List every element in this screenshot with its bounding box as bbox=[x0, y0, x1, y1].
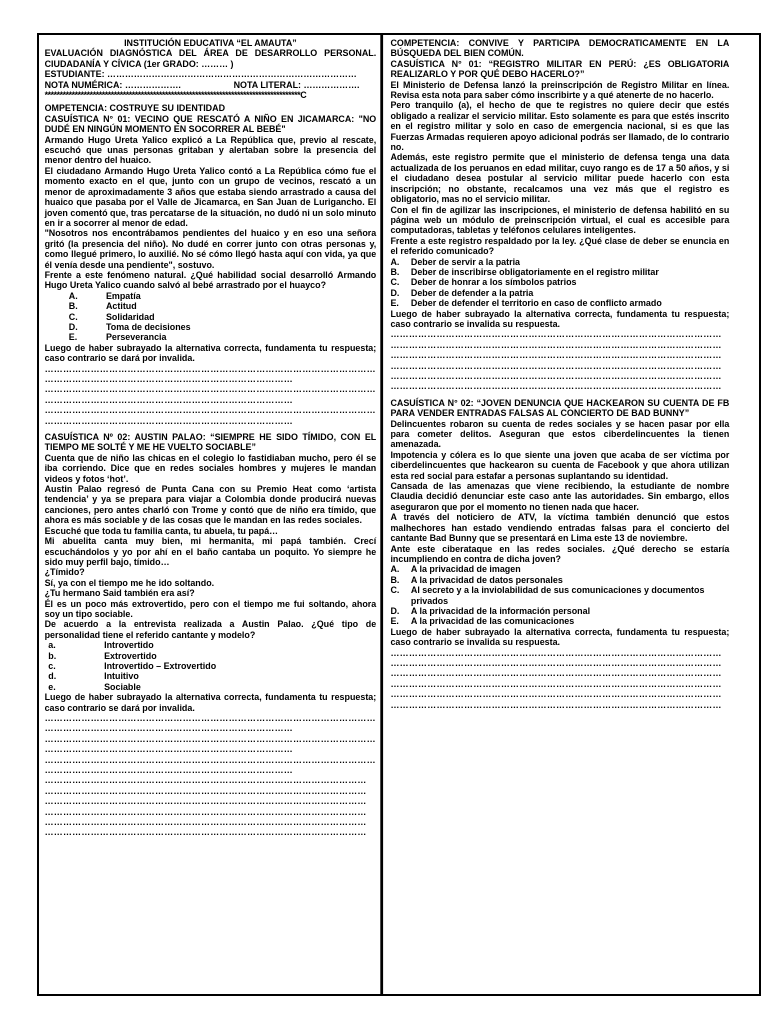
answer-line[interactable]: ……………………………………………………………………………………………… bbox=[390, 382, 722, 393]
student-field[interactable]: ESTUDIANTE: ………………………………………………………………………… bbox=[44, 69, 357, 81]
interview-line: ¿Tímido? bbox=[44, 567, 85, 579]
answer-option[interactable]: c. Introvertido – Extrovertido bbox=[48, 660, 217, 672]
left-case2-question: De acuerdo a la entrevista realizada a Austin Palao. ¿Qué tipo de personalidad tiene el referido cantante y modelo? bbox=[44, 619, 377, 641]
answer-option[interactable]: A. Deber de servir a la patria bbox=[390, 256, 520, 268]
left-case2-paragraph: Cuenta que de niño las chicas en el colegio lo fastidiaban mucho, pero él se iba corriendo. Dice que en redes sociales hombres y mujeres le mandan videos y fotos ‘hot’. bbox=[44, 452, 377, 485]
right-case1-paragraph: Además, este registro permite que el ministerio de defensa tenga una data actualizada de los peruanos en edad militar, cuyo rango es de 17 a 50 años, y si el ciudadano desea postular al servicio militar puede hacerlo con esta inscripción; no obstante, recalcamos una vez más que el registro es obligatorio, mas no el servicio militar. bbox=[390, 152, 729, 206]
answer-line[interactable]: ……………………………………………………………………………………………… bbox=[44, 406, 376, 417]
exam-sheet bbox=[37, 33, 761, 996]
institution-name: INSTITUCIÓN EDUCATIVA “EL AMAUTA” bbox=[124, 38, 297, 49]
interview-line: Él es un poco más extrovertido, pero con el tiempo me fui soltando, ahora soy un tipo sociable. bbox=[44, 598, 377, 620]
answer-line[interactable]: ……………………………………………………………………………………………… bbox=[390, 648, 722, 659]
answer-line[interactable]: …………………………………………………………………………………………… bbox=[44, 807, 367, 818]
answer-option[interactable]: d. Intuitivo bbox=[48, 671, 139, 683]
answer-line[interactable]: ……………………………………………………………………………………………… bbox=[390, 330, 722, 341]
answer-line[interactable]: …………………………………………………………………………………………… bbox=[44, 786, 367, 797]
answer-line[interactable]: ……………………………………………………………………………………………… bbox=[44, 734, 376, 745]
right-case1-paragraph: Pero tranquilo (a), el hecho de que te registres no quiere decir que estés obligado a realizar el servicio militar. Esto solamente es para que estés inscrito en el registro militar y solo en caso de emergencia nacional, si es que las Fuerzas Armadas requieren apoyo adicional podrás ser llamado, de lo contrario no. bbox=[390, 100, 729, 154]
answer-line[interactable]: ……………………………………………………………………………………………… bbox=[390, 669, 722, 680]
right-case2-paragraph: Cansada de las amenazas que viene recibiendo, la estudiante de nombre Claudia decidió denunciar este caso ante las autoridades. Sin embargo, ellos aseguraron que por el momento no tienen nada que hacer. bbox=[390, 481, 729, 513]
left-case2-instruction: Luego de haber subrayado la alternativa correcta, fundamenta tu respuesta; caso contrario se dará por invalida. bbox=[44, 692, 377, 714]
right-column bbox=[383, 35, 733, 994]
left-case1-paragraph: "Nosotros nos encontrábamos pendientes del huaico y en eso una señora gritó (la presencia del niño). No dudé en correr junto con otras personas y, como llegué primero, lo auxilié. No sé cómo llegó hasta aquí con vida, ya que él venía desde una pendiente", sostuvo. bbox=[44, 228, 377, 271]
grade-literal-field[interactable]: NOTA LITERAL: ………………. bbox=[233, 79, 360, 91]
evaluation-title: EVALUACIÓN DIAGNÓSTICA DEL ÁREA DE DESARROLLO PERSONAL. CIUDADANÍA Y CÍVICA (1er GRADO: ……… ) bbox=[44, 48, 377, 70]
answer-option[interactable]: a. Introvertido bbox=[48, 640, 154, 652]
answer-line[interactable]: ……………………………………………………………………………………………… bbox=[390, 372, 722, 382]
answer-line[interactable]: …………………………………………………………………………………………… bbox=[44, 797, 367, 808]
answer-option[interactable]: C. Deber de honrar a los símbolos patrios bbox=[390, 277, 577, 289]
answer-option[interactable]: b. Extrovertido bbox=[48, 650, 157, 662]
right-case2-instruction: Luego de haber subrayado la alternativa correcta, fundamenta tu respuesta; caso contrario se invalida su respuesta. bbox=[390, 626, 729, 649]
grade-numeric-field[interactable]: NOTA NUMÉRICA: ………………. bbox=[44, 79, 181, 91]
answer-line[interactable]: ……………………………………………………………………………………………… bbox=[390, 690, 722, 701]
answer-line[interactable]: …………………………………………………………………………………………… bbox=[44, 818, 367, 829]
answer-option[interactable]: D. A la privacidad de la información personal bbox=[390, 605, 590, 617]
right-case1-paragraph: Con el fin de agilizar las inscripciones, el ministerio de defensa habilitó en su página web un módulo de preinscripción virtual, el cual es accesible para computadoras, tabletas y teléfonos celulares inteligentes. bbox=[390, 204, 729, 237]
answer-option[interactable]: B. Actitud bbox=[68, 301, 137, 313]
answer-option[interactable]: E. Perseverancia bbox=[68, 332, 167, 344]
answer-line[interactable]: ……………………………………………………………………………………………… bbox=[44, 714, 376, 724]
answer-line[interactable]: …………………………………………………………………………………………… bbox=[44, 828, 367, 839]
right-case2-paragraph: A través del noticiero de ATV, la víctima también denunció que estos malhechores han estado vendiendo entradas falsas para el concierto del cantante Bad Bunny que se presentará en Lima este 13 de noviembre. bbox=[390, 512, 729, 545]
answer-line[interactable]: ……………………………………………………………………… bbox=[44, 375, 294, 385]
left-case1-paragraph: Armando Hugo Ureta Yalico explicó a La República que, previo al rescate, escuchó que unas personas gritaban y alertaban sobre la presencia del menor dentro del huaico. bbox=[44, 134, 377, 167]
answer-line[interactable]: ……………………………………………………………………… bbox=[44, 416, 294, 427]
answer-option[interactable]: D. Deber de defender a la patria bbox=[390, 287, 533, 299]
separator-stars: *************************************************************************************C bbox=[44, 91, 307, 102]
answer-option[interactable]: B. Deber de inscribirse obligatoriamente en el registro militar bbox=[390, 266, 659, 278]
answer-line[interactable]: ……………………………………………………………………… bbox=[44, 766, 294, 777]
answer-line[interactable]: ……………………………………………………………………………………………… bbox=[44, 385, 376, 396]
answer-line[interactable]: ……………………………………………………………………………………………… bbox=[390, 351, 722, 362]
answer-line[interactable]: ……………………………………………………………………………………………… bbox=[390, 361, 722, 372]
interview-line: Sí, ya con el tiempo me he ido soltando. bbox=[44, 577, 215, 589]
right-case2-title: CASUÍSTICA N° 02: “JOVEN DENUNCIA QUE HACKEARON SU CUENTA DE FB PARA VENDER ENTRADAS FALSAS AL CONCIERTO DE BAD BUNNY” bbox=[390, 397, 729, 420]
left-competencia: OMPETENCIA: COSTRUYE SU IDENTIDAD bbox=[44, 103, 226, 115]
answer-option[interactable]: D. Toma de decisiones bbox=[68, 321, 191, 333]
left-case1-title: CASUÍSTICA N° 01: VECINO QUE RESCATÓ A NIÑO EN JICAMARCA: "NO DUDÉ EN NINGÚN MOMENTO EN SOCORRER AL BEBÉ" bbox=[44, 113, 377, 136]
answer-option[interactable]: e. Sociable bbox=[48, 681, 141, 693]
answer-line[interactable]: ……………………………………………………………………………………………… bbox=[390, 340, 722, 351]
answer-option[interactable]: B. A la privacidad de datos personales bbox=[390, 574, 563, 586]
right-case1-paragraph: El Ministerio de Defensa lanzó la preinscripción de Registro Militar en línea. Revisa esta nota para saber cómo inscribirte y a qué atenerte de no hacerlo. bbox=[390, 79, 729, 102]
left-case1-instruction: Luego de haber subrayado la alternativa correcta, fundamenta tu respuesta; caso contrario se dará por invalida. bbox=[44, 342, 377, 365]
left-case1-question: Frente a este fenómeno natural. ¿Qué habilidad social desarrolló Armando Hugo Ureta Yalico cuando salvó al bebé arrastrado por el huayco? bbox=[44, 269, 377, 292]
answer-line[interactable]: ……………………………………………………………………………………………… bbox=[44, 364, 376, 375]
right-case2-paragraph: Impotencia y cólera es lo que siente una joven que acaba de ser víctima por ciberdelincuentes que hackearon su cuenta de Facebook y que ahora utilizan esta red social para estafar a personas suplantando su identidad. bbox=[390, 449, 729, 482]
left-column bbox=[39, 35, 383, 994]
right-case2-question: Ante este ciberataque en las redes sociales. ¿Qué derecho se estaría incumpliendo en contra de dicha joven? bbox=[390, 543, 729, 565]
answer-line[interactable]: ……………………………………………………………………… bbox=[44, 724, 294, 735]
answer-line[interactable]: …………………………………………………………………………………………… bbox=[44, 776, 367, 787]
left-case1-paragraph: El ciudadano Armando Hugo Ureta Yalico contó a La República cómo fue el momento exacto en el que, junto con un grupo de vecinos, rescató a un menor de aproximadamente 3 años que estaba siendo arrastrado a causa del huaico que pasaba por el Valle de Jicamarca, en San Juan de Lurigancho. El joven comentó que, tras percatarse de la situación, no dudó ni un solo minuto en ir a socorrer al menor de edad. bbox=[44, 165, 377, 229]
answer-line[interactable]: ……………………………………………………………………………………………… bbox=[390, 700, 722, 711]
answer-option[interactable]: A. A la privacidad de imagen bbox=[390, 564, 521, 576]
answer-line[interactable]: ……………………………………………………………………………………………… bbox=[44, 755, 376, 766]
answer-line[interactable]: ……………………………………………………………………… bbox=[44, 395, 294, 406]
left-case2-title: CASUÍSTICA Nº 02: AUSTIN PALAO: “SIEMPRE HE SIDO TÍMIDO, CON EL TIEMPO ME SOLTÉ Y ME HE VUELTO SOCIABLE” bbox=[44, 432, 377, 454]
interview-line: ¿Tu hermano Said también era así? bbox=[44, 588, 195, 600]
right-case1-instruction: Luego de haber subrayado la alternativa correcta, fundamenta tu respuesta; caso contrario se invalida su respuesta. bbox=[390, 308, 729, 330]
right-case1-title: CASUÍSTICA N° 01: “REGISTRO MILITAR EN PERÚ: ¿ES OBLIGATORIA REALIZARLO Y POR QUÉ DEBO HACERLO?” bbox=[390, 58, 729, 81]
right-case2-paragraph: Delincuentes robaron su cuenta de redes sociales y se hacen pasar por ella para cometer delitos. Aseguran que estos ciberdelincuentes la tienen amenazada. bbox=[390, 418, 729, 451]
answer-option[interactable]: E. A la privacidad de las comunicaciones bbox=[390, 616, 574, 628]
answer-option[interactable]: C. Solidaridad bbox=[68, 311, 155, 323]
left-case2-paragraph: Austin Palao regresó de Punta Cana con su Premio Heat como ‘artista tendencia’ y ya se prepara para viajar a Colombia donde producirá nuevas canciones, pero antes charló con Trome y contó que de niño era tímido, que ahora es más sociable y de las cosas que le mandan en las redes sociales. bbox=[44, 484, 377, 527]
interview-line: Mi abuelita canta muy bien, mi hermanita, mi papá también. Crecí escuchándolos y yo por ahí en el baño cantaba un poquito. Yo siempre he sido muy perfil bajo, tímido… bbox=[44, 536, 377, 568]
right-case1-question: Frente a este registro respaldado por la ley. ¿Qué clase de deber se enuncia en el referido comunicado? bbox=[390, 235, 729, 258]
interview-line: Escuché que toda tu familia canta, tu abuela, tu papá… bbox=[44, 525, 279, 537]
answer-line[interactable]: ……………………………………………………………………… bbox=[44, 745, 294, 756]
answer-option[interactable]: E. Deber de defender el territorio en caso de conflicto armado bbox=[390, 298, 662, 310]
grades-row bbox=[45, 81, 377, 91]
answer-option[interactable]: C. Al secreto y a la inviolabilidad de sus comunicaciones y documentos privados bbox=[390, 585, 705, 607]
answer-line[interactable]: ……………………………………………………………………………………………… bbox=[390, 658, 722, 669]
answer-option[interactable]: A. Empatía bbox=[68, 290, 141, 302]
right-competencia: COMPETENCIA: CONVIVE Y PARTICIPA DEMOCRATICAMENTE EN LA BÚSQUEDA DEL BIEN COMÚN. bbox=[390, 38, 729, 60]
answer-line[interactable]: ……………………………………………………………………………………………… bbox=[390, 679, 722, 690]
